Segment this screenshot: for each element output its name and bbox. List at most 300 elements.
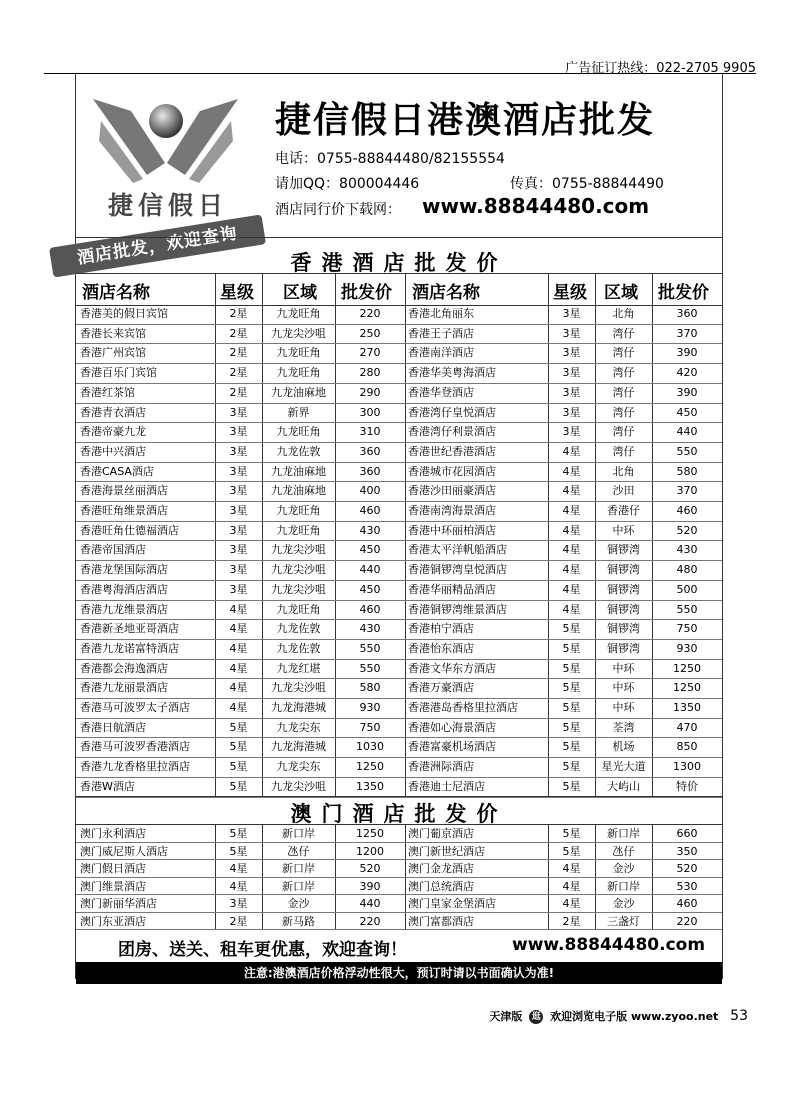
district: 北角 — [612, 307, 635, 320]
wholesale-price: 500 — [676, 582, 698, 596]
district: 九龙油麻地 — [271, 484, 326, 498]
district: 新口岸 — [607, 879, 640, 893]
star-rating: 4星 — [562, 582, 581, 596]
hotel-name: 香港城市花园酒店 — [408, 464, 496, 478]
star-rating: 4星 — [562, 862, 581, 875]
wholesale-price: 1250 — [673, 661, 701, 675]
hotel-name: 香港华丽精品酒店 — [408, 582, 496, 596]
district: 荃湾 — [612, 720, 635, 734]
hotel-name: 香港洲际酒店 — [408, 760, 474, 774]
wholesale-price: 750 — [676, 622, 698, 636]
star-rating: 4星 — [562, 484, 581, 498]
district: 九龙旺角 — [276, 346, 321, 360]
star-rating: 3星 — [229, 582, 248, 596]
hotel-name: 澳门葡京酒店 — [408, 827, 474, 840]
hotel-name: 香港中环丽柏酒店 — [408, 523, 496, 537]
wholesale-price: 520 — [676, 862, 698, 875]
district: 湾仔 — [612, 326, 635, 340]
district: 铜锣湾 — [607, 602, 640, 616]
hotel-name: 香港旺角维景酒店 — [80, 504, 168, 517]
district: 九龙尖沙咀 — [271, 326, 326, 340]
wholesale-price: 930 — [676, 641, 698, 655]
star-rating: 5星 — [562, 701, 581, 714]
hk-right-row — [0, 501, 800, 521]
district: 新马路 — [282, 914, 315, 928]
star-rating: 5星 — [562, 681, 581, 695]
wholesale-price: 220 — [359, 914, 381, 928]
district: 九龙油麻地 — [271, 385, 326, 399]
star-rating: 2星 — [229, 326, 248, 340]
star-rating: 4星 — [229, 602, 248, 616]
hk-right-row — [0, 481, 800, 501]
star-rating: 4星 — [562, 523, 581, 537]
hk-right-row — [0, 718, 800, 738]
wholesale-price: 470 — [676, 720, 698, 734]
hotel-name: 香港旺角仕德福酒店 — [80, 523, 179, 537]
star-rating: 4星 — [562, 879, 581, 893]
star-rating: 4星 — [562, 464, 581, 478]
hotel-name: 香港王子酒店 — [408, 326, 474, 340]
hotel-name: 香港日航酒店 — [80, 720, 146, 734]
hk-right-row — [0, 383, 800, 403]
wholesale-price: 660 — [676, 827, 698, 840]
district: 九龙佐敦 — [276, 622, 321, 636]
hotel-name: 香港华美粤海酒店 — [408, 366, 496, 380]
star-rating: 2星 — [229, 366, 248, 380]
district: 九龙佐敦 — [276, 444, 321, 458]
district: 新口岸 — [607, 827, 640, 840]
district: 九龙尖沙咀 — [271, 563, 326, 577]
wholesale-price: 450 — [676, 405, 698, 419]
star-rating: 5星 — [229, 720, 248, 734]
wholesale-price: 310 — [359, 425, 381, 439]
district: 铜锣湾 — [607, 622, 640, 636]
qq-text: 请加QQ：800004446 — [275, 176, 420, 192]
wholesale-price: 1250 — [673, 681, 701, 695]
district: 中环 — [612, 523, 635, 537]
wholesale-price: 440 — [359, 563, 381, 577]
hk-right-row — [0, 343, 800, 363]
star-rating: 4星 — [229, 862, 248, 875]
star-rating: 5星 — [562, 661, 581, 675]
wholesale-price: 850 — [676, 740, 698, 754]
hotel-name: 香港北角丽东 — [408, 307, 474, 320]
district: 九龙旺角 — [276, 307, 321, 320]
hotel-name: 香港九龙诺富特酒店 — [80, 641, 179, 655]
wholesale-price: 370 — [676, 326, 698, 340]
wholesale-price: 520 — [676, 523, 698, 537]
wholesale-price: 特价 — [676, 779, 698, 793]
hotel-name: 香港新圣地亚哥酒店 — [80, 622, 179, 636]
star-rating: 4星 — [229, 681, 248, 695]
hotel-name: 香港龙堡国际酒店 — [80, 563, 168, 577]
wholesale-price: 450 — [359, 582, 381, 596]
star-rating: 5星 — [229, 760, 248, 774]
star-rating: 3星 — [229, 523, 248, 537]
wholesale-price: 220 — [359, 307, 381, 320]
hk-section-title: 香港酒店批发价 — [290, 251, 508, 275]
wholesale-price: 1030 — [356, 740, 384, 754]
hotel-name: 香港太平洋帆船酒店 — [408, 543, 507, 557]
star-rating: 5星 — [229, 844, 248, 858]
wholesale-price: 400 — [359, 484, 381, 498]
star-rating: 3星 — [562, 346, 581, 360]
promo-text: 团房、送关、租车更优惠，欢迎查询！ — [118, 940, 407, 960]
district: 铜锣湾 — [607, 641, 640, 655]
wholesale-price: 360 — [359, 444, 381, 458]
star-rating: 3星 — [562, 405, 581, 419]
star-rating: 4星 — [229, 701, 248, 714]
hk-right-row — [0, 521, 800, 541]
star-rating: 4星 — [229, 879, 248, 893]
district: 金沙 — [612, 897, 635, 910]
star-rating: 4星 — [229, 622, 248, 636]
hotel-name: 香港长来宾馆 — [80, 326, 146, 340]
district: 铜锣湾 — [607, 563, 640, 577]
wholesale-price: 370 — [676, 484, 698, 498]
hk-right-header-name: 酒店名称 — [412, 283, 480, 303]
hk-right-header-star: 星级 — [553, 283, 587, 303]
star-rating: 5星 — [229, 740, 248, 754]
page-footer — [489, 1008, 748, 1024]
hotel-name: 香港港岛香格里拉酒店 — [408, 701, 518, 714]
hotel-name: 香港沙田丽豪酒店 — [408, 484, 496, 498]
district: 香港仔 — [607, 504, 640, 517]
wholesale-price: 460 — [676, 897, 698, 910]
district: 九龙旺角 — [276, 366, 321, 380]
hk-left-header-area: 区域 — [283, 283, 317, 303]
hotel-name: 香港九龙维景酒店 — [80, 602, 168, 616]
hotel-name: 香港帝豪九龙 — [80, 425, 146, 439]
hotel-name: 澳门新丽华酒店 — [80, 897, 157, 910]
mo-section-title: 澳门酒店批发价 — [290, 802, 508, 826]
hk-right-row — [0, 540, 800, 560]
hk-right-row — [0, 580, 800, 600]
star-rating: 3星 — [562, 366, 581, 380]
download-label: 酒店同行价下载网： — [275, 202, 401, 218]
wholesale-price: 220 — [676, 914, 698, 928]
hk-right-row — [0, 777, 800, 797]
hk-left-header-name: 酒店名称 — [82, 283, 150, 303]
district: 湾仔 — [612, 405, 635, 419]
district: 九龙海港城 — [271, 740, 326, 754]
hotel-name: 香港万豪酒店 — [408, 681, 474, 695]
hk-left-header-star: 星级 — [220, 283, 254, 303]
ad-hotline: 广告征订热线：022-2705 9905 — [565, 61, 756, 76]
hotel-name: 香港文华东方酒店 — [408, 661, 496, 675]
star-rating: 5星 — [562, 844, 581, 858]
notice-banner: 注意:港澳酒店价格浮动性很大，预订时请以书面确认为准! — [76, 962, 722, 984]
star-rating: 5星 — [229, 827, 248, 840]
star-rating: 3星 — [229, 897, 248, 910]
wholesale-price: 420 — [676, 366, 698, 380]
hotel-name: 澳门永利酒店 — [80, 827, 146, 840]
promo-bar — [76, 930, 722, 960]
wholesale-price: 360 — [359, 464, 381, 478]
wholesale-price: 580 — [676, 464, 698, 478]
district: 北角 — [612, 464, 635, 478]
hotel-name: 澳门皇家金堡酒店 — [408, 897, 496, 910]
star-rating: 3星 — [229, 425, 248, 439]
hotel-name: 香港中兴酒店 — [80, 444, 146, 458]
wholesale-price: 460 — [359, 602, 381, 616]
star-rating: 3星 — [562, 326, 581, 340]
star-rating: 5星 — [562, 740, 581, 754]
hotel-name: 香港南洋酒店 — [408, 346, 474, 360]
hotel-name: 澳门假日酒店 — [80, 862, 146, 875]
district: 新口岸 — [282, 862, 315, 875]
star-rating: 5星 — [562, 622, 581, 636]
wholesale-price: 440 — [676, 425, 698, 439]
hk-top-rule — [76, 237, 722, 238]
star-rating: 2星 — [562, 914, 581, 928]
wholesale-price: 440 — [359, 897, 381, 910]
star-rating: 4星 — [562, 563, 581, 577]
wholesale-price: 930 — [359, 701, 381, 714]
hk-right-row — [0, 324, 800, 344]
hotel-name: 澳门东亚酒店 — [80, 914, 146, 928]
star-rating: 4星 — [229, 661, 248, 675]
wholesale-price: 350 — [676, 844, 698, 858]
wholesale-price: 520 — [359, 862, 381, 875]
district: 九龙旺角 — [276, 504, 321, 517]
hotel-name: 香港铜锣湾皇悦酒店 — [408, 563, 507, 577]
star-rating: 3星 — [229, 464, 248, 478]
star-rating: 4星 — [229, 641, 248, 655]
page-number: 53 — [730, 1008, 748, 1024]
district: 三盏灯 — [607, 914, 640, 928]
hotel-name: 香港南湾海景酒店 — [408, 504, 496, 517]
star-rating: 4星 — [562, 602, 581, 616]
district: 大屿山 — [607, 779, 640, 793]
district: 九龙尖沙咀 — [271, 543, 326, 557]
footer-site[interactable]: www.zyoo.net — [630, 1010, 719, 1023]
star-rating: 2星 — [229, 307, 248, 320]
district: 中环 — [612, 681, 635, 695]
hk-right-row — [0, 363, 800, 383]
website-link[interactable]: www.88844480.com — [422, 194, 650, 218]
wholesale-price: 250 — [359, 326, 381, 340]
hotel-name: 香港铜锣湾维景酒店 — [408, 602, 507, 616]
district: 铜锣湾 — [607, 543, 640, 557]
hotel-name: 香港CASA酒店 — [80, 464, 154, 478]
district: 九龙旺角 — [276, 425, 321, 439]
district: 氹仔 — [612, 844, 635, 858]
hk-right-row — [0, 600, 800, 620]
district: 湾仔 — [612, 346, 635, 360]
wholesale-price: 390 — [359, 879, 381, 893]
hotel-name: 香港九龙香格里拉酒店 — [80, 760, 190, 774]
fax-text: 传真：0755-88844490 — [510, 176, 664, 192]
phone-text: 电话：0755-88844480/82155554 — [275, 151, 505, 167]
hotel-name: 香港都会海逸酒店 — [80, 661, 168, 675]
wholesale-price: 430 — [359, 622, 381, 636]
hk-left-header-price: 批发价 — [341, 283, 392, 303]
hk-right-row — [0, 737, 800, 757]
hk-right-row — [0, 698, 800, 718]
wholesale-price: 300 — [359, 405, 381, 419]
district: 湾仔 — [612, 425, 635, 439]
wholesale-price: 550 — [359, 641, 381, 655]
star-rating: 2星 — [229, 385, 248, 399]
district: 金沙 — [612, 862, 635, 875]
wholesale-price: 1250 — [356, 760, 384, 774]
star-rating: 3星 — [229, 444, 248, 458]
wholesale-price: 1250 — [356, 827, 384, 840]
district: 九龙红堪 — [276, 661, 321, 675]
hotel-name: 香港青衣酒店 — [80, 405, 146, 419]
wholesale-price: 390 — [676, 346, 698, 360]
hk-right-header-area: 区域 — [604, 283, 638, 303]
wholesale-price: 460 — [676, 504, 698, 517]
hk-right-row — [0, 442, 800, 462]
star-rating: 3星 — [229, 563, 248, 577]
hk-right-row — [0, 422, 800, 442]
hotel-name: 香港如心海景酒店 — [408, 720, 496, 734]
hotel-name: 香港马可波罗香港酒店 — [80, 740, 190, 754]
star-rating: 5星 — [229, 779, 248, 793]
wholesale-price: 270 — [359, 346, 381, 360]
wholesale-price: 550 — [676, 444, 698, 458]
hk-right-row — [0, 462, 800, 482]
district: 九龙尖沙咀 — [271, 779, 326, 793]
wholesale-price: 480 — [676, 563, 698, 577]
welcome-stamp: 酒店批发，欢迎查询 — [49, 214, 266, 277]
hotel-name: 香港湾仔皇悦酒店 — [408, 405, 496, 419]
district: 金沙 — [287, 897, 310, 910]
star-rating: 3星 — [562, 307, 581, 320]
district: 九龙海港城 — [271, 701, 326, 714]
browse-label: 欢迎浏览电子版 — [550, 1010, 628, 1023]
hotel-name: 香港帝国酒店 — [80, 543, 146, 557]
district: 九龙旺角 — [276, 523, 321, 537]
district: 中环 — [612, 661, 635, 675]
star-rating: 5星 — [562, 760, 581, 774]
star-rating: 2星 — [229, 914, 248, 928]
star-rating: 3星 — [562, 385, 581, 399]
wholesale-price: 280 — [359, 366, 381, 380]
wholesale-price: 1200 — [356, 844, 384, 858]
district: 九龙佐敦 — [276, 641, 321, 655]
district: 九龙旺角 — [276, 602, 321, 616]
wholesale-price: 750 — [359, 720, 381, 734]
wholesale-price: 430 — [359, 523, 381, 537]
hotel-name: 香港世纪香港酒店 — [408, 444, 496, 458]
hotel-name: 香港红茶馆 — [80, 385, 135, 399]
hotel-name: 香港九龙丽景酒店 — [80, 681, 168, 695]
wholesale-price: 390 — [676, 385, 698, 399]
star-rating: 4星 — [562, 897, 581, 910]
hotel-name: 香港富豪机场酒店 — [408, 740, 496, 754]
district: 新口岸 — [282, 827, 315, 840]
star-rating: 3星 — [562, 425, 581, 439]
district: 九龙尖东 — [276, 720, 321, 734]
hotel-name: 香港迪士尼酒店 — [408, 779, 485, 793]
hotel-name: 澳门维景酒店 — [80, 879, 146, 893]
district: 湾仔 — [612, 366, 635, 380]
district: 机场 — [612, 740, 635, 754]
hotel-name: 香港华登酒店 — [408, 385, 474, 399]
hk-right-row — [0, 560, 800, 580]
zyoo-badge-icon: 逛 — [529, 1010, 543, 1024]
wholesale-price: 530 — [676, 879, 698, 893]
star-rating: 5星 — [562, 641, 581, 655]
wholesale-price: 580 — [359, 681, 381, 695]
star-rating: 5星 — [562, 779, 581, 793]
star-rating: 3星 — [229, 504, 248, 517]
hk-right-row — [0, 757, 800, 777]
hk-right-row — [0, 659, 800, 679]
hotel-name: 香港广州宾馆 — [80, 346, 146, 360]
hotel-name: 香港柏宁酒店 — [408, 622, 474, 636]
hotel-name: 澳门总统酒店 — [408, 879, 474, 893]
hk-right-header-price: 批发价 — [658, 283, 709, 303]
star-rating: 4星 — [562, 444, 581, 458]
hotel-name: 澳门富都酒店 — [408, 914, 474, 928]
wholesale-price: 360 — [676, 307, 698, 320]
star-rating: 2星 — [229, 346, 248, 360]
hk-right-row — [0, 639, 800, 659]
district: 星光大道 — [601, 760, 646, 774]
wholesale-price: 460 — [359, 504, 381, 517]
district: 沙田 — [612, 484, 635, 498]
wholesale-price: 430 — [676, 543, 698, 557]
hotel-name: 澳门新世纪酒店 — [408, 844, 485, 858]
hotel-name: 香港W酒店 — [80, 779, 135, 793]
wholesale-price: 550 — [359, 661, 381, 675]
hotel-name: 澳门威尼斯人酒店 — [80, 844, 168, 858]
hotel-name: 香港湾仔利景酒店 — [408, 425, 496, 439]
hotel-name: 香港粤海酒店酒店 — [80, 582, 168, 596]
hk-right-row — [0, 678, 800, 698]
wholesale-price: 450 — [359, 543, 381, 557]
district: 湾仔 — [612, 385, 635, 399]
wholesale-price: 1350 — [356, 779, 384, 793]
district: 铜锣湾 — [607, 582, 640, 596]
promo-url[interactable]: www.88844480.com — [512, 935, 706, 955]
wholesale-price: 1300 — [673, 760, 701, 774]
hk-title-rule — [76, 273, 722, 274]
page-title: 捷信假日港澳酒店批发 — [275, 100, 656, 141]
district: 湾仔 — [612, 444, 635, 458]
logo-text: 捷信假日 — [107, 191, 228, 220]
district: 九龙尖沙咀 — [271, 681, 326, 695]
hotel-name: 澳门金龙酒店 — [408, 862, 474, 875]
hk-right-row — [0, 403, 800, 423]
star-rating: 5星 — [562, 827, 581, 840]
hk-right-row — [0, 619, 800, 639]
district: 新口岸 — [282, 879, 315, 893]
hotel-name: 香港怡东酒店 — [408, 641, 474, 655]
district: 九龙油麻地 — [271, 464, 326, 478]
hotel-name: 香港美的假日宾馆 — [80, 307, 168, 320]
district: 九龙尖沙咀 — [271, 582, 326, 596]
hotel-name: 香港马可波罗太子酒店 — [80, 701, 190, 714]
star-rating: 5星 — [562, 720, 581, 734]
district: 新界 — [287, 405, 310, 419]
edition-label: 天津版 — [489, 1010, 523, 1023]
district: 九龙尖东 — [276, 760, 321, 774]
hotel-name: 香港百乐门宾馆 — [80, 366, 157, 380]
star-rating: 4星 — [562, 504, 581, 517]
district: 中环 — [612, 701, 635, 714]
star-rating: 3星 — [229, 543, 248, 557]
wholesale-price: 1350 — [673, 701, 701, 714]
district: 氹仔 — [287, 844, 310, 858]
wholesale-price: 550 — [676, 602, 698, 616]
star-rating: 3星 — [229, 484, 248, 498]
wholesale-price: 290 — [359, 385, 381, 399]
